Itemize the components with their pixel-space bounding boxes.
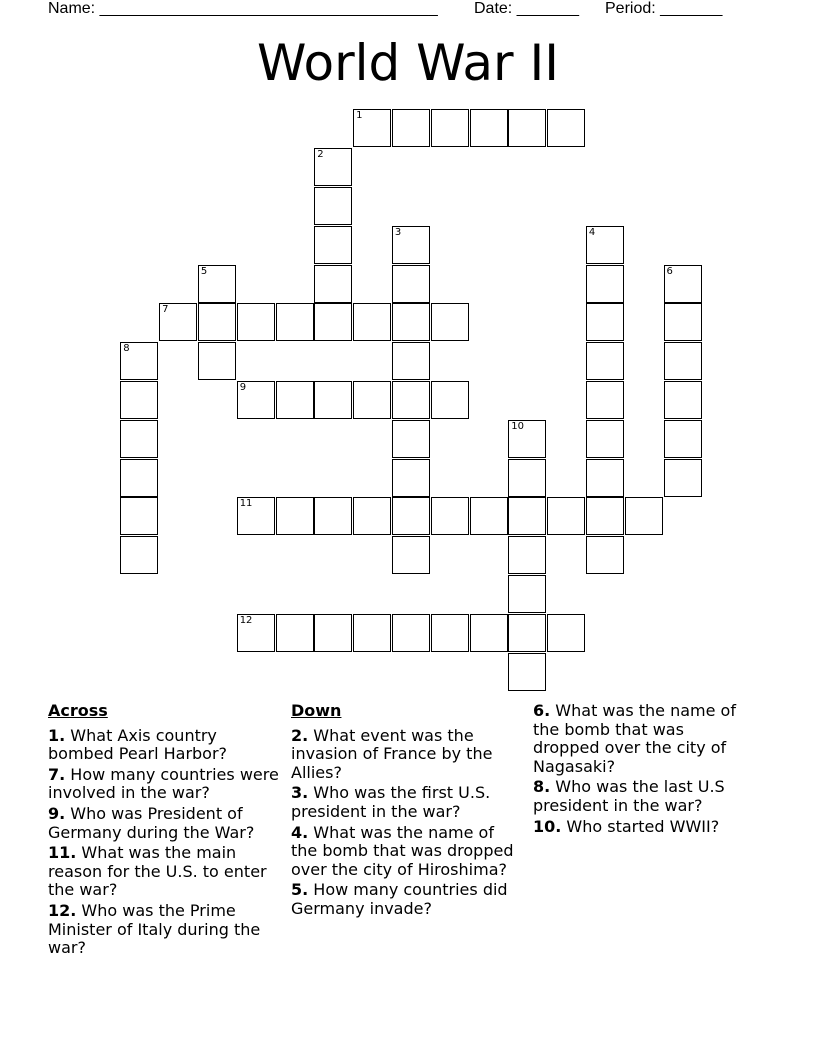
crossword-cell[interactable] <box>392 497 430 535</box>
clue-item-number: 6. <box>533 701 551 720</box>
clue-number: 7 <box>162 304 169 316</box>
clue-number: 8 <box>123 343 130 355</box>
crossword-cell[interactable] <box>198 265 236 303</box>
clue-number: 11 <box>239 498 253 510</box>
crossword-cell[interactable] <box>586 381 624 419</box>
crossword-cell[interactable] <box>508 653 546 691</box>
clue-item <box>48 727 280 764</box>
crossword-cell[interactable] <box>508 614 546 652</box>
crossword-cell[interactable] <box>547 614 585 652</box>
crossword-cell[interactable] <box>431 303 469 341</box>
clue-item-text: Who was the Prime Minister of Italy during the war? <box>48 900 261 958</box>
clue-item <box>533 778 753 815</box>
crossword-cell[interactable] <box>586 265 624 303</box>
crossword-cell[interactable] <box>586 420 624 458</box>
crossword-cell[interactable] <box>237 303 275 341</box>
clue-item-text: What was the name of the bomb that was dropped over the city of Nagasaki? <box>533 701 736 776</box>
crossword-cell[interactable] <box>120 536 158 574</box>
crossword-cell[interactable] <box>431 497 469 535</box>
crossword-cell[interactable] <box>120 381 158 419</box>
crossword-cell[interactable] <box>508 536 546 574</box>
clue-item-text: Who was President of Germany during the War? <box>48 803 255 842</box>
clue-item-text: Who was the last U.S president in the war? <box>533 777 725 815</box>
crossword-cell[interactable] <box>353 497 391 535</box>
clue-item-number: 8. <box>533 777 551 797</box>
clue-item <box>291 784 523 821</box>
clue-item-number: 4. <box>291 822 309 842</box>
crossword-cell[interactable] <box>586 303 624 341</box>
crossword-cell[interactable] <box>586 226 624 264</box>
crossword-cell[interactable] <box>508 497 546 535</box>
clue-item <box>48 844 280 900</box>
clue-item-number: 12. <box>48 900 77 920</box>
crossword-cell[interactable] <box>314 381 352 419</box>
crossword-cell[interactable] <box>314 187 352 225</box>
crossword-cell[interactable] <box>547 109 585 147</box>
crossword-cell[interactable] <box>664 420 702 458</box>
clue-item <box>48 902 280 958</box>
crossword-cell[interactable] <box>276 497 314 535</box>
clue-item-number: 7. <box>48 764 66 784</box>
crossword-cell[interactable] <box>431 109 469 147</box>
crossword-cell[interactable] <box>198 342 236 380</box>
crossword-cell[interactable] <box>120 420 158 458</box>
down-clues <box>291 702 523 921</box>
crossword-cell[interactable] <box>547 497 585 535</box>
clue-item-text: How many countries did Germany invade? <box>291 880 508 918</box>
period-field-label: Period: _______ <box>605 0 723 17</box>
clue-item <box>48 805 280 842</box>
clue-item <box>291 881 523 918</box>
crossword-cell[interactable] <box>431 381 469 419</box>
date-field-label: Date: _______ <box>474 0 579 17</box>
clue-item <box>48 766 280 803</box>
clue-item-number: 2. <box>291 725 309 745</box>
clue-number: 12 <box>239 614 253 626</box>
crossword-cell[interactable] <box>392 303 430 341</box>
crossword-cell[interactable] <box>664 303 702 341</box>
crossword-cell[interactable] <box>586 536 624 574</box>
crossword-cell[interactable] <box>276 614 314 652</box>
crossword-cell[interactable] <box>625 497 663 535</box>
clue-item-text: What was the main reason for the U.S. to enter the war? <box>48 843 267 900</box>
crossword-cell[interactable] <box>392 342 430 380</box>
clue-item <box>533 818 753 837</box>
across-clues <box>48 702 280 960</box>
crossword-cell[interactable] <box>664 342 702 380</box>
crossword-cell[interactable] <box>237 614 275 652</box>
clue-number: 2 <box>317 149 324 161</box>
crossword-cell[interactable] <box>237 497 275 535</box>
name-field-label: Name: ______________________________________ <box>48 0 438 17</box>
crossword-cell[interactable] <box>353 614 391 652</box>
crossword-cell[interactable] <box>431 614 469 652</box>
crossword-cell[interactable] <box>508 459 546 497</box>
crossword-cell[interactable] <box>353 109 391 147</box>
clue-item <box>533 702 753 776</box>
crossword-cell[interactable] <box>470 109 508 147</box>
clue-item-text: What was the name of the bomb that was dropped over the city of Hiroshima? <box>291 822 514 879</box>
crossword-cell[interactable] <box>392 459 430 497</box>
crossword-cell[interactable] <box>276 303 314 341</box>
crossword-cell[interactable] <box>508 575 546 613</box>
crossword-cell[interactable] <box>392 381 430 419</box>
crossword-cell[interactable] <box>586 342 624 380</box>
crossword-cell[interactable] <box>664 381 702 419</box>
crossword-cell[interactable] <box>586 497 624 535</box>
crossword-cell[interactable] <box>314 148 352 186</box>
clue-number: 10 <box>511 420 525 432</box>
clue-item-number: 10. <box>533 816 562 836</box>
down-clues-continued <box>533 702 753 838</box>
crossword-cell[interactable] <box>586 459 624 497</box>
crossword-cell[interactable] <box>470 614 508 652</box>
down-heading: Down <box>291 701 342 720</box>
crossword-cell[interactable] <box>314 226 352 264</box>
clue-item-text: Who started WWII? <box>561 816 720 836</box>
clue-number: 9 <box>239 382 247 393</box>
crossword-cell[interactable] <box>237 381 275 419</box>
clue-number: 4 <box>588 226 596 238</box>
clue-item <box>291 824 523 880</box>
clue-item-number: 5. <box>291 880 309 900</box>
crossword-cell[interactable] <box>198 303 236 341</box>
crossword-cell[interactable] <box>392 420 430 458</box>
crossword-cell[interactable] <box>353 303 391 341</box>
clue-item <box>291 727 523 783</box>
clue-item-number: 11. <box>48 843 77 863</box>
clue-item-text: What event was the invasion of France by the Allies? <box>291 725 493 782</box>
clue-item-number: 9. <box>48 803 66 823</box>
crossword-cell[interactable] <box>470 497 508 535</box>
clue-item-number: 1. <box>48 725 66 745</box>
clue-item-text: How many countries were involved in the war? <box>48 764 279 803</box>
page-title: World War II <box>256 34 559 92</box>
crossword-cell[interactable] <box>392 536 430 574</box>
crossword-cell[interactable] <box>120 459 158 497</box>
crossword-cell[interactable] <box>508 420 546 458</box>
clue-item-text: Who was the first U.S. president in the war? <box>291 783 491 821</box>
crossword-cell[interactable] <box>664 459 702 497</box>
crossword-cell[interactable] <box>392 265 430 303</box>
crossword-cell[interactable] <box>276 381 314 419</box>
crossword-cell[interactable] <box>120 497 158 535</box>
across-heading: Across <box>48 701 108 720</box>
crossword-cell[interactable] <box>314 497 352 535</box>
clue-number: 1 <box>356 110 363 122</box>
crossword-cell[interactable] <box>392 226 430 264</box>
crossword-cell[interactable] <box>508 109 546 147</box>
crossword-cell[interactable] <box>664 265 702 303</box>
clue-item-number: 3. <box>291 783 309 803</box>
crossword-cell[interactable] <box>159 303 197 341</box>
crossword-cell[interactable] <box>392 614 430 652</box>
crossword-cell[interactable] <box>314 265 352 303</box>
clue-number: 5 <box>200 265 208 277</box>
crossword-cell[interactable] <box>314 614 352 652</box>
crossword-cell[interactable] <box>353 381 391 419</box>
crossword-cell[interactable] <box>120 342 158 380</box>
crossword-cell[interactable] <box>392 109 430 147</box>
crossword-cell[interactable] <box>314 303 352 341</box>
clue-number: 3 <box>394 226 402 238</box>
clue-item-text: What Axis country bombed Pearl Harbor? <box>48 725 228 764</box>
clue-number: 6 <box>666 265 673 277</box>
